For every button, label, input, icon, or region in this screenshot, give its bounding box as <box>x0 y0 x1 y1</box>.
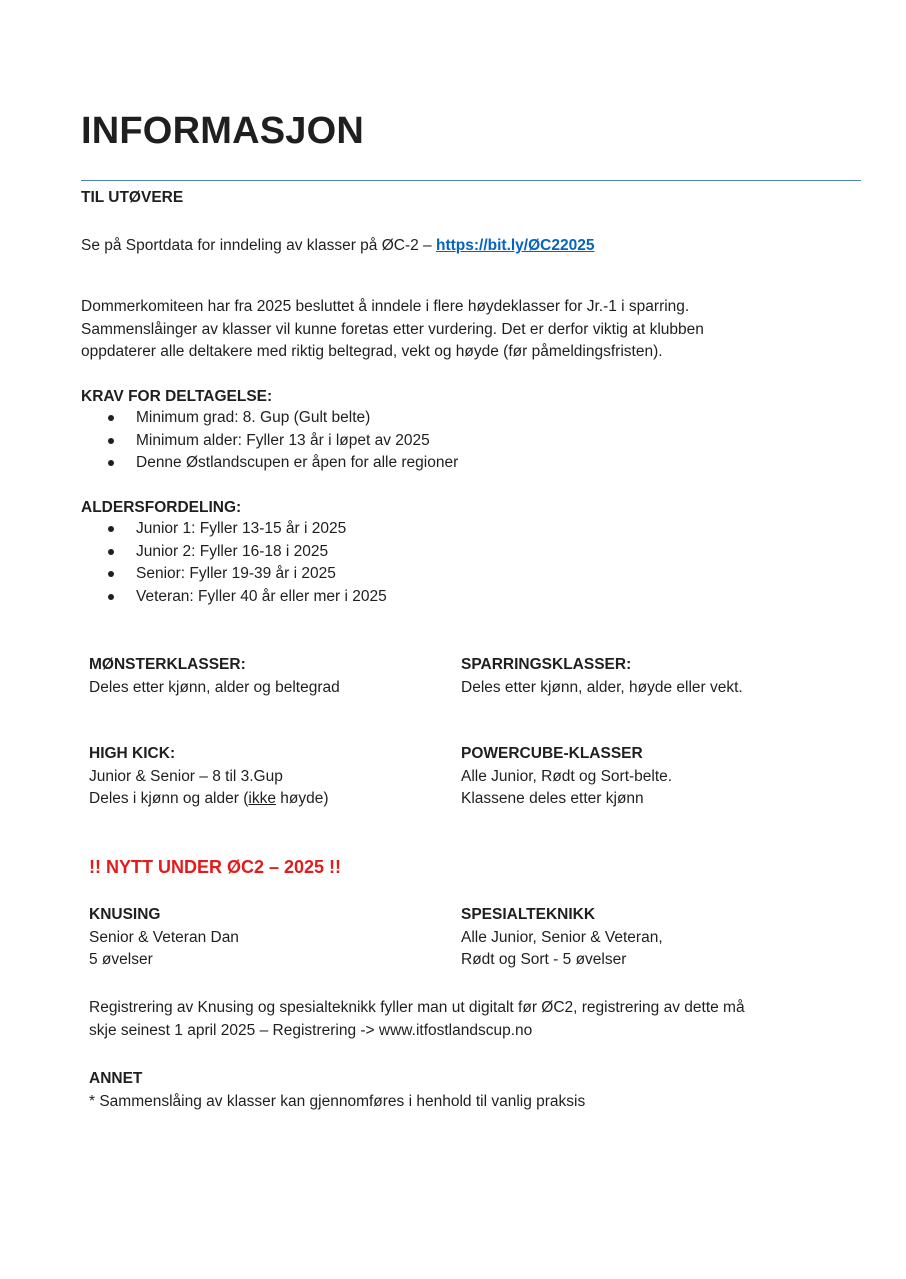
highkick-line2-underlined: ikke <box>248 790 276 807</box>
sparring-block <box>461 654 743 699</box>
spesial-heading: SPESIALTEKNIKK <box>461 906 596 923</box>
list-item: Minimum grad: 8. Gup (Gult belte) <box>81 407 781 430</box>
list-item: Junior 1: Fyller 13-15 år i 2025 <box>81 518 781 541</box>
monster-block <box>89 654 340 699</box>
powercube-heading: POWERCUBE-KLASSER <box>461 745 643 762</box>
sparring-text: Deles etter kjønn, alder, høyde eller vekt. <box>461 678 743 696</box>
dommer-paragraph <box>81 296 704 364</box>
spesial-block <box>461 904 663 972</box>
annet-heading: ANNET <box>89 1070 143 1087</box>
list-item: Junior 2: Fyller 16-18 i 2025 <box>81 541 781 564</box>
annet-text: * Sammenslåing av klasser kan gjennomføres i henhold til vanlig praksis <box>89 1092 586 1110</box>
sportdata-paragraph <box>81 235 594 258</box>
til-utovere-heading: TIL UTØVERE <box>81 189 184 206</box>
sparring-heading: SPARRINGSKLASSER: <box>461 656 632 673</box>
list-item: Veteran: Fyller 40 år eller mer i 2025 <box>81 586 781 609</box>
spesial-line2: Rødt og Sort - 5 øvelser <box>461 951 627 968</box>
registrering-line2: skje seinest 1 april 2025 – Registrering -> www.itfostlandscup.no <box>89 1021 533 1039</box>
title-divider <box>81 180 861 181</box>
highkick-line2-post: høyde) <box>275 790 329 807</box>
alder-section <box>81 498 781 608</box>
list-item: Minimum alder: Fyller 13 år i løpet av 2025 <box>81 430 781 453</box>
sportdata-link[interactable]: https://bit.ly/ØC22025 <box>435 237 595 254</box>
list-item: Denne Østlandscupen er åpen for alle regioner <box>81 452 781 475</box>
knusing-heading: KNUSING <box>89 906 161 923</box>
highkick-line2-pre: Deles i kjønn og alder ( <box>89 790 249 807</box>
dommer-line: Sammenslåinger av klasser vil kunne foretas etter vurdering. Det er derfor viktig at klubben <box>81 320 704 338</box>
sportdata-text: Se på Sportdata for inndeling av klasser på ØC-2 – <box>81 237 436 254</box>
registrering-paragraph <box>89 997 745 1042</box>
dommer-line: Dommerkomiteen har fra 2025 besluttet å inndele i flere høydeklasser for Jr.-1 i sparring. <box>81 298 690 315</box>
knusing-line1: Senior & Veteran Dan <box>89 928 239 946</box>
krav-section <box>81 387 781 475</box>
page-title: INFORMASJON <box>81 110 364 152</box>
powercube-line1: Alle Junior, Rødt og Sort-belte. <box>461 767 673 785</box>
nytt-heading: !! NYTT UNDER ØC2 – 2025 !! <box>89 857 342 877</box>
registrering-line1: Registrering av Knusing og spesialteknikk fyller man ut digitalt før ØC2, registrering av dette må <box>89 999 745 1016</box>
highkick-line1: Junior & Senior – 8 til 3.Gup <box>89 767 283 785</box>
list-item: Senior: Fyller 19-39 år i 2025 <box>81 563 781 586</box>
alder-list <box>81 518 781 608</box>
highkick-heading: HIGH KICK: <box>89 745 176 762</box>
powercube-block <box>461 743 672 811</box>
spesial-line1: Alle Junior, Senior & Veteran, <box>461 928 663 946</box>
dommer-line: oppdaterer alle deltakere med riktig beltegrad, vekt og høyde (før påmeldingsfristen). <box>81 343 663 360</box>
highkick-block <box>89 743 329 811</box>
powercube-line2: Klassene deles etter kjønn <box>461 790 644 807</box>
monster-heading: MØNSTERKLASSER: <box>89 656 246 673</box>
knusing-block <box>89 904 239 972</box>
krav-heading: KRAV FOR DELTAGELSE: <box>81 388 273 405</box>
highkick-line2 <box>89 788 329 811</box>
monster-text: Deles etter kjønn, alder og beltegrad <box>89 678 340 696</box>
alder-heading: ALDERSFORDELING: <box>81 499 242 516</box>
krav-list <box>81 407 781 475</box>
knusing-line2: 5 øvelser <box>89 951 153 968</box>
annet-block <box>89 1068 585 1113</box>
